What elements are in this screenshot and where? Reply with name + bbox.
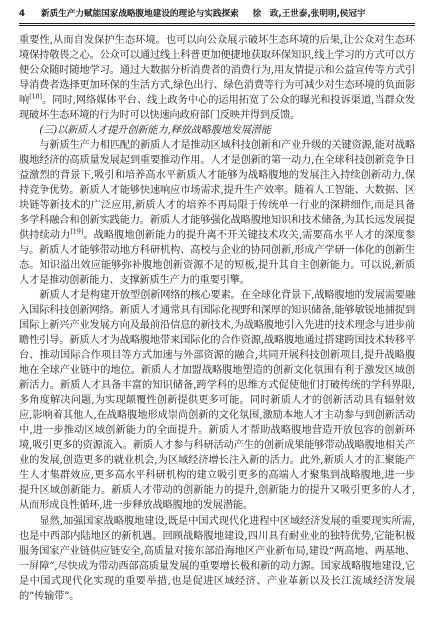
- article-body: [19, 33, 415, 604]
- header-rule: [19, 23, 415, 24]
- header-rule-thin: [19, 25, 415, 26]
- article-authors: 徐 政,王世泰,张明明,侯冠宇: [252, 9, 366, 19]
- paragraph-public-environment: 重要性,从而自发保护生态环境。也可以向公众展示破坏生态环境的后果,让公众对生态环境保持敬畏之心。公众可以通过线上科普更加便捷地获取环保知识,线上学习的方式可以方便公众随时随地学习。通过大数据分析消费者的消费行为,用友情提示和公益宣传等方式引导消费者选择更加环保的生活方式,绿色出行、绿色消费等行为可减少对生态环境的负面影响[18]。同时,网络媒体平台、线上政务中心的运用拓宽了公众的曝光和投诉渠道,当群众发现破坏生态环境的行为时可以快速向政府部门反映并得到反馈。: [19, 35, 415, 122]
- paragraph-open-network: 新质人才是构建开放型创新网络的核心要素。在全球化背景下,战略腹地的发展需要融入国际科技创新网络。新质人才通常具有国际化视野和深厚的知识储备,能够敏锐地捕捉到国际上新兴产业发展方向及最前沿信息的新技术,为战略腹地引入先进的技术理念与进步前瞻性引导。新质人才为战略腹地带来国际化的合作资源,战略腹地通过搭建跨国技术转移平台、推动国际合作项目等方式加速与外部资源的融合,共同开展科技创新项目,提升战略腹地在全球产业链中的地位。新质人才加盟战略腹地塑造的创新文化氛围有利于激发区域创新活力。新质人才具备丰富的知识储备,跨学科的思维方式促使他们打破传统的学科界限,多角度解决问题,为实现颠覆性创新提供更多可能。同时新质人才的创新活动具有辐射效应,影响着其他人,在战略腹地形成崇尚创新的文化氛围,激励本地人才主动参与到创新活动中,进一步推动区域创新能力的全面提升。新质人才帮助战略腹地营造开放包容的创新环境,吸引更多的资源流入。新质人才参与科研活动产生的创新成果能够带动战略腹地相关产业的发展,创造更多的就业机会,为区域经济增长注入新的活力。此外,新质人才的汇聚能产生人才集群效应,更多高水平科研机构的建立吸引更多的高端人才聚集到战略腹地,进一步提升区域创新能力。新质人才带动的创新能力的提升,创新能力的提升又吸引更多的人才,从而形成良性循环,进一步释放战略腹地的发展潜能。: [19, 290, 415, 512]
- citation-ref-18[interactable]: [18]: [29, 92, 42, 101]
- paragraph-strategic-hinterland: 显然,加强国家战略腹地建设,既是中国式现代化进程中区域经济发展的重要现实所需,也是中西部内陆地区的新机遇。回顾战略腹地建设,四川具有耐业业的独特优势,它能积极服务国家产业链供应链安全,高质量对接东部沿海地区产业新布局,建设“两高地、两基地、一屏障”,尽快成为带动西部高质量发展的重要增长极和新的动力源。国家战略腹地建设,它是中国式现代化实现的重要举措,也是促进区域经济、产业革新以及长江流域经济发展的“传输带”。: [19, 515, 415, 602]
- paragraph-talent-innovation: 与新质生产力相匹配的新质人才是推动区域科技创新和产业升级的关键资源,能对战略腹地经济的高质量发展起到重要推动作用。人才是创新的第一动力,在全球科技创新竞争日益激烈的背景下,吸引和培养高水平新质人才能够为战略腹地的发展注入持续创新动力,保持竞争优势。新质人才能够快速响应市场需求,提升生产效率。随着人工智能、大数据、区块链等新技术的广泛应用,新质人才的培养不再局限于传统单一行业的深耕细作,而是具备多学科融合和创新实践能力。新质人才能够强化战略腹地知识和技术储备,为其长远发展提供持续动力[19]。战略腹地创新能力的提升离不开关键技术攻关,需要高水平人才的深度参与。新质人才能够带动地方科研机构、高校与企业的协同创新,形成产学研一体化的创新生态。知识溢出效应能够弥补腹地创新资源不足的短板,提升其自主创新能力。可以说,新质人才是推动创新能力、支撑新质生产力的重要引擎。: [19, 140, 415, 287]
- section-subheading: (三)以新质人才提升创新能力,释放战略腹地发展潜能: [39, 125, 271, 137]
- citation-ref-19[interactable]: [19]: [70, 227, 84, 236]
- journal-title: 新质生产力赋能国家战略腹地建设的理论与实践探索: [41, 9, 239, 19]
- page-number: 4: [19, 9, 25, 19]
- running-header: [19, 7, 415, 21]
